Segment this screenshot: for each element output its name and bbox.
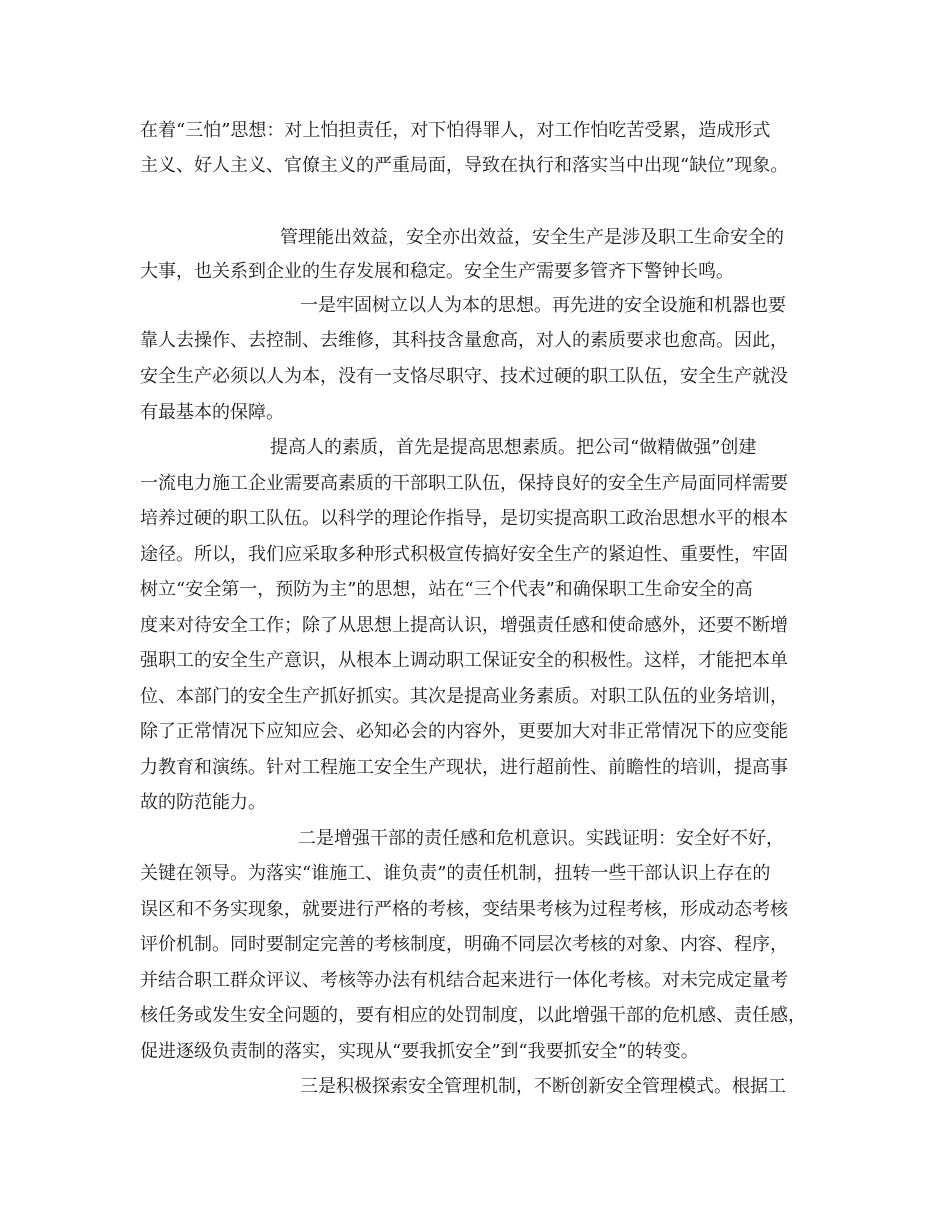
text-line: 度来对待安全工作；除了从思想上提高认识，增强责任感和使命感外，还要不断增 [140, 615, 788, 636]
text-line: 途径。所以，我们应采取多种形式积极宣传搞好安全生产的紧迫性、重要性，牢固 [140, 544, 788, 565]
text-line: 在着“三怕”思想：对上怕担责任，对下怕得罪人，对工作怕吃苦受累，造成形式 [140, 120, 771, 141]
text-line: 树立“安全第一，预防为主”的思想，站在“三个代表”和确保职工生命安全的高 [140, 579, 753, 600]
text-line: 促进逐级负责制的落实，实现从“要我抓安全”到“我要抓安全”的转变。 [140, 1041, 699, 1062]
text-line: 主义、好人主义、官僚主义的严重局面，导致在执行和落实当中出现“缺位”现象。 [140, 155, 789, 176]
text-line: 力教育和演练。针对工程施工安全生产现状，进行超前性、前瞻性的培训，提高事 [140, 757, 788, 778]
text-line: 故的防范能力。 [140, 792, 266, 813]
text-line: 提高人的素质，首先是提高思想素质。把公司“做精做强”创建 [270, 437, 757, 458]
text-line: 管理能出效益，安全亦出效益，安全生产是涉及职工生命安全的 [280, 227, 784, 248]
text-line: 并结合职工群众评议、考核等办法有机结合起来进行一体化考核。对未完成定量考 [140, 970, 788, 991]
text-line: 核任务或发生安全问题的，要有相应的处罚制度，以此增强干部的危机感、责任感， [140, 1005, 806, 1026]
text-line: 三是积极探索安全管理机制，不断创新安全管理模式。根据工 [300, 1076, 786, 1097]
text-line: 培养过硬的职工队伍。以科学的理论作指导，是切实提高职工政治思想水平的根本 [140, 508, 788, 529]
text-line: 评价机制。同时要制定完善的考核制度，明确不同层次考核的对象、内容、程序， [140, 934, 788, 955]
text-line: 靠人去操作、去控制、去维修，其科技含量愈高，对人的素质要求也愈高。因此， [140, 330, 788, 351]
text-line: 强职工的安全生产意识，从根本上调动职工保证安全的积极性。这样，才能把本单 [140, 650, 788, 671]
text-line: 位、本部门的安全生产抓好抓实。其次是提高业务素质。对职工队伍的业务培训， [140, 686, 788, 707]
text-line: 二是增强干部的责任感和危机意识。实践证明：安全好不好， [298, 828, 784, 849]
text-line: 安全生产必须以人为本，没有一支恪尽职守、技术过硬的职工队伍，安全生产就没 [140, 366, 788, 387]
text-line: 一流电力施工企业需要高素质的干部职工队伍，保持良好的安全生产局面同样需要 [140, 473, 788, 494]
text-line: 一是牢固树立以人为本的思想。再先进的安全设施和机器也要 [300, 295, 786, 316]
text-line: 除了正常情况下应知应会、必知必会的内容外，更要加大对非正常情况下的应变能 [140, 721, 788, 742]
text-line: 大事，也关系到企业的生存发展和稳定。安全生产需要多管齐下警钟长鸣。 [140, 261, 734, 282]
text-line: 关键在领导。为落实“谁施工、谁负责”的责任机制，扭转一些干部认识上存在的 [140, 863, 771, 884]
text-line: 有最基本的保障。 [140, 402, 284, 423]
text-line: 误区和不务实现象，就要进行严格的考核，变结果考核为过程考核，形成动态考核 [140, 899, 788, 920]
